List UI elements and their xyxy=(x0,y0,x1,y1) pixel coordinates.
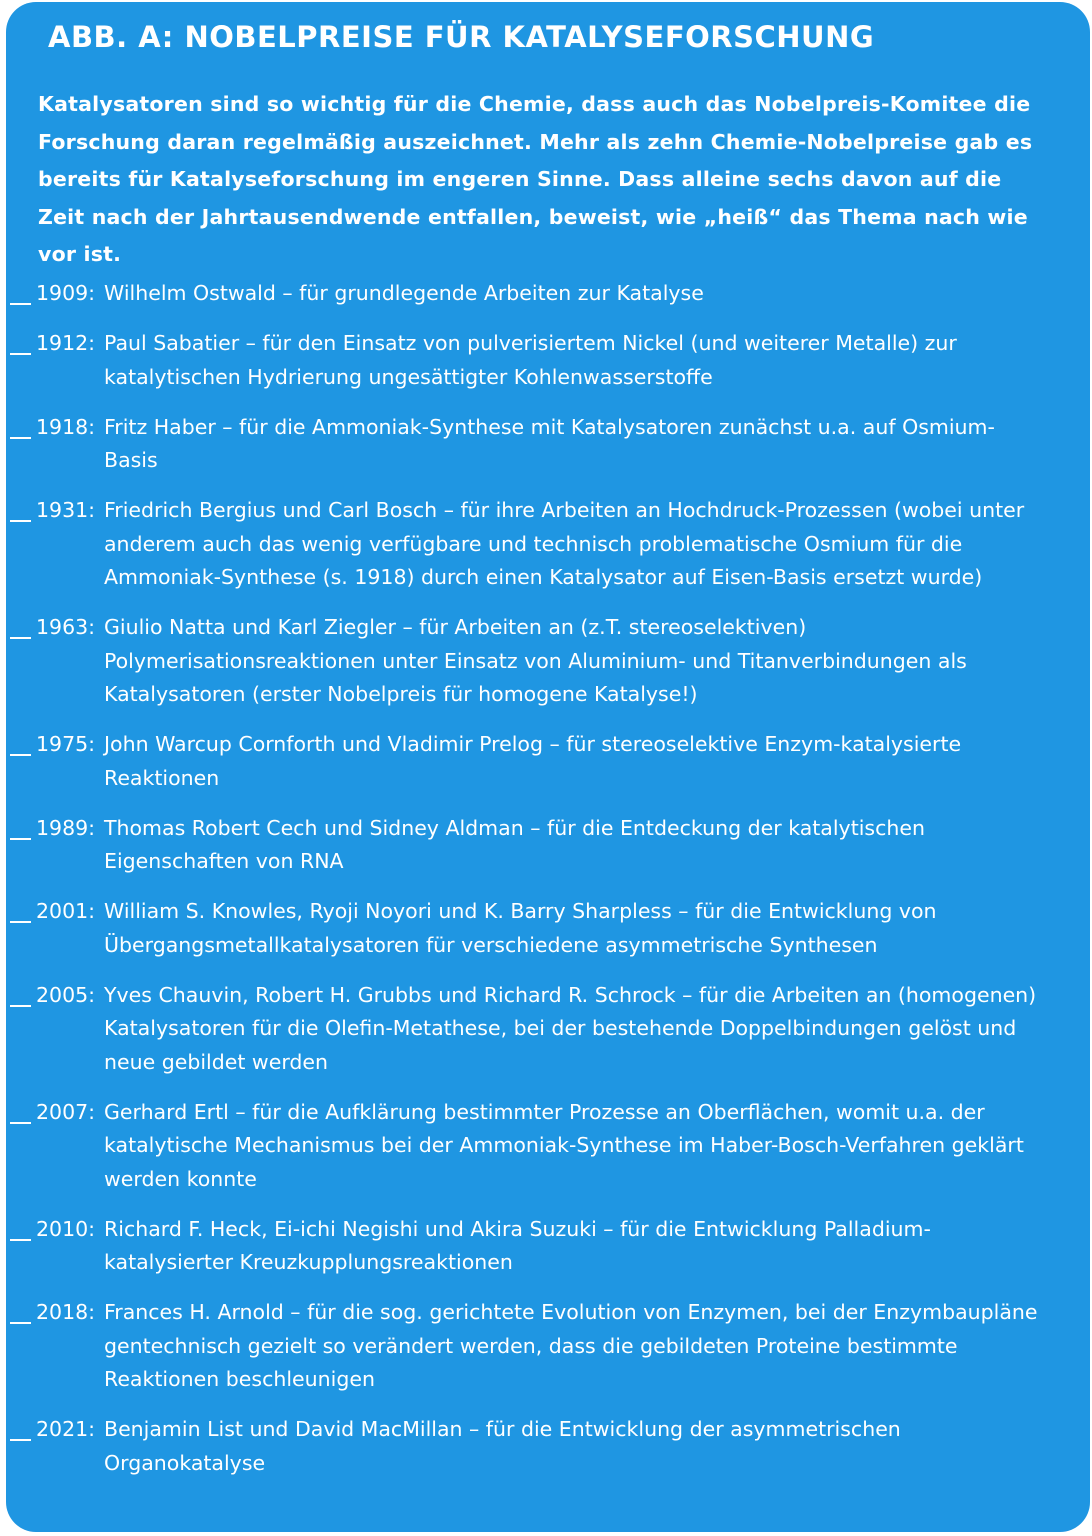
entry-year: 2010: xyxy=(36,1216,96,1241)
entry-text: John Warcup Cornforth und Vladimir Prelog – für stereoselektive Enzym-katalysierte Reaktionen xyxy=(104,732,962,790)
entry-text: Benjamin List und David MacMillan – für die Entwicklung der asymmetrischen Organokatalyse xyxy=(104,1417,901,1475)
entry-year: 2007: xyxy=(36,1099,96,1124)
entry-text: Thomas Robert Cech und Sidney Aldman – für die Entdeckung der katalytischen Eigenschaften von RNA xyxy=(104,815,925,873)
list-item xyxy=(6,1213,1042,1280)
list-item xyxy=(6,1296,1042,1397)
list-item xyxy=(6,611,1042,712)
entry-year: 1918: xyxy=(36,414,96,439)
list-item xyxy=(6,1413,1042,1480)
list-item xyxy=(6,728,1042,795)
entry-text: Fritz Haber – für die Ammoniak-Synthese mit Katalysatoren zunächst u.a. auf Osmium-Basis xyxy=(104,414,995,472)
entry-year: 1975: xyxy=(36,732,96,756)
list-item xyxy=(6,895,1042,962)
list-item xyxy=(6,327,1042,394)
entry-text: Richard F. Heck, Ei-ichi Negishi und Akira Suzuki – für die Entwicklung Palladium-katalysierter Kreuzkupplungsreaktionen xyxy=(104,1216,931,1274)
list-item xyxy=(6,494,1042,595)
entry-year: 2021: xyxy=(36,1417,96,1441)
list-item xyxy=(6,277,1042,311)
list-item xyxy=(6,1096,1042,1197)
info-box xyxy=(6,2,1090,1532)
entry-text: William S. Knowles, Ryoji Noyori und K. Barry Sharpless – für die Entwicklung von Übergangsmetallkatalysatoren für verschiedene asymmetrische Synthesen xyxy=(104,899,937,957)
entry-year: 2005: xyxy=(36,982,96,1007)
box-title: ABB. A: NOBELPREISE FÜR KATALYSEFORSCHUNG xyxy=(48,20,875,54)
entry-year: 1912: xyxy=(36,331,96,355)
entry-year: 1931: xyxy=(36,498,96,522)
entry-text: Frances H. Arnold – für die sog. gerichtete Evolution von Enzymen, bei der Enzymbaupläne gentechnisch gezielt so verändert werden, dass die gebildeten Proteine bestimmte Reaktionen beschleunigen xyxy=(104,1300,1038,1391)
intro-paragraph: Katalysatoren sind so wichtig für die Chemie, dass auch das Nobelpreis-Komitee die Forschung daran regelmäßig auszeichnet. Mehr als zehn Chemie-Nobelpreise gab es bereits für Katalyseforschung im engeren Sinne. Dass alleine sechs davon auf die Zeit nach der Jahrtausendwende entfallen, beweist, wie „heiß“ das Thema nach wie vor ist. xyxy=(38,92,1033,266)
list-item xyxy=(6,979,1042,1080)
entry-text: Giulio Natta und Karl Ziegler – für Arbeiten an (z.T. stereoselektiven) Polymerisationsreaktionen unter Einsatz von Aluminium- und Titanverbindungen als Katalysatoren (erster Nobelpreis für homogene Katalyse!) xyxy=(104,615,967,706)
entry-year: 2018: xyxy=(36,1300,96,1324)
nobel-prize-list xyxy=(6,277,1090,1497)
entry-year: 1963: xyxy=(36,615,96,639)
entry-year: 1909: xyxy=(36,281,96,305)
entry-text: Wilhelm Ostwald – für grundlegende Arbeiten zur Katalyse xyxy=(104,281,704,305)
entry-text: Paul Sabatier – für den Einsatz von pulverisiertem Nickel (und weiterer Metalle) zur katalytischen Hydrierung ungesättigter Kohlenwasserstoffe xyxy=(104,331,957,389)
list-item xyxy=(6,812,1042,879)
list-item xyxy=(6,411,1042,478)
entry-year: 1989: xyxy=(36,815,96,840)
entry-text: Yves Chauvin, Robert H. Grubbs und Richard R. Schrock – für die Arbeiten an (homogenen) Katalysatoren für die Olefin-Metathese, bei der bestehende Doppelbindungen gelöst und neue gebildet werden xyxy=(104,982,1037,1074)
entry-year: 2001: xyxy=(36,899,96,923)
entry-text: Gerhard Ertl – für die Aufklärung bestimmter Prozesse an Oberflächen, womit u.a. der katalytische Mechanismus bei der Ammoniak-Synthese im Haber-Bosch-Verfahren geklärt werden konnte xyxy=(104,1099,1024,1191)
entry-text: Friedrich Bergius und Carl Bosch – für ihre Arbeiten an Hochdruck-Prozessen (wobei unter anderem auch das wenig verfügbare und technisch problematische Osmium für die Ammoniak-Synthese (s. 1918) durch einen Katalysator auf Eisen-Basis ersetzt wurde) xyxy=(104,498,1025,589)
